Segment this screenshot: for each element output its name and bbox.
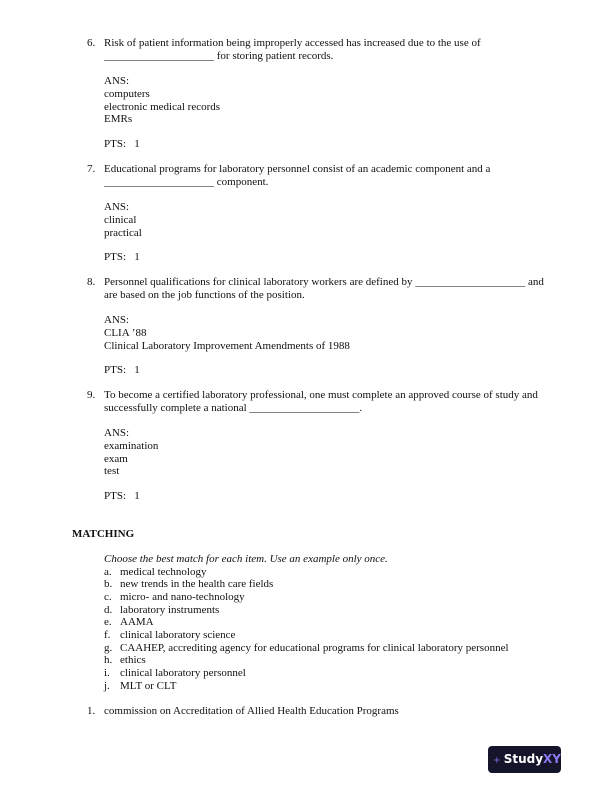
answer-label: ANS: [104, 201, 130, 214]
option-text: CAAHEP, accrediting agency for educational programs for clinical laboratory personnel [120, 641, 509, 654]
question-text: ____________________ component. [104, 175, 269, 188]
matching-item-1 [87, 705, 564, 718]
matching-instruction: Choose the best match for each item. Use an example only once. [104, 553, 388, 565]
answer: computers [104, 87, 150, 100]
option-letter: i. [104, 666, 110, 679]
option-text: ethics [120, 654, 146, 667]
answer: electronic medical records [104, 100, 221, 113]
option-letter: f. [104, 628, 111, 641]
section-heading-matching: MATCHING [72, 528, 135, 540]
answer: EMRs [104, 113, 133, 126]
logo-text-xy: XY [543, 752, 561, 767]
matching-option [104, 667, 564, 680]
question-number: 9. [87, 389, 96, 401]
question-text: Educational programs for laboratory personnel consist of an academic component and a [104, 163, 491, 175]
answer: clinical [104, 213, 137, 226]
answer-label: ANS: [104, 314, 130, 327]
answer-label: ANS: [104, 75, 130, 88]
option-letter: c. [104, 590, 112, 603]
question-6 [87, 37, 564, 151]
matching-option [104, 591, 564, 604]
question-number: 6. [87, 37, 96, 49]
question-text: Risk of patient information being improperly accessed has increased due to the use of [104, 37, 481, 49]
option-text: new trends in the health care fields [120, 578, 274, 591]
option-text: micro- and nano-technology [120, 590, 245, 603]
option-text: clinical laboratory science [120, 628, 236, 641]
option-letter: h. [104, 654, 113, 667]
answer: exam [104, 452, 128, 465]
question-number: 8. [87, 276, 96, 288]
option-letter: g. [104, 641, 113, 654]
question-8 [87, 276, 564, 377]
points: PTS: 1 [104, 251, 140, 264]
logo-text-study: Study [503, 752, 544, 767]
option-text: laboratory instruments [120, 603, 220, 616]
matching-options [104, 553, 564, 692]
matching-option [104, 616, 564, 629]
option-letter: j. [104, 679, 110, 692]
question-text: ____________________ for storing patient records. [104, 49, 334, 62]
option-letter: d. [104, 603, 113, 616]
matching-option [104, 604, 564, 617]
option-letter: e. [104, 616, 112, 629]
question-7 [87, 163, 564, 264]
points: PTS: 1 [104, 364, 140, 377]
matching-option [104, 654, 564, 667]
answer-label: ANS: [104, 427, 130, 440]
answer: examination [104, 439, 159, 452]
option-text: AAMA [120, 616, 154, 629]
studyxy-logo [488, 746, 561, 773]
option-text: medical technology [120, 565, 207, 578]
question-number: 7. [87, 163, 96, 175]
question-text: Personnel qualifications for clinical laboratory workers are defined by ____________________ and [104, 276, 544, 288]
plus-icon [494, 753, 500, 767]
answer: Clinical Laboratory Improvement Amendments of 1988 [104, 339, 350, 352]
option-letter: a. [104, 565, 112, 578]
option-text: clinical laboratory personnel [120, 666, 246, 679]
answer: practical [104, 226, 142, 239]
item-text: commission on Accreditation of Allied Health Education Programs [104, 705, 399, 717]
option-text: MLT or CLT [120, 679, 177, 692]
points: PTS: 1 [104, 137, 140, 150]
matching-option [104, 642, 564, 655]
option-letter: b. [104, 578, 113, 591]
matching-option [104, 680, 564, 693]
matching-option [104, 629, 564, 642]
question-9 [87, 389, 564, 503]
answer: CLIA ’88 [104, 326, 147, 339]
matching-option [104, 578, 564, 591]
answer: test [104, 465, 120, 478]
question-text: are based on the job functions of the position. [104, 288, 305, 301]
question-text: To become a certified laboratory professional, one must complete an approved course of study and [104, 389, 538, 401]
item-number: 1. [87, 705, 96, 717]
points: PTS: 1 [104, 489, 140, 502]
question-text: successfully complete a national ____________________. [104, 401, 363, 414]
matching-option [104, 566, 564, 579]
